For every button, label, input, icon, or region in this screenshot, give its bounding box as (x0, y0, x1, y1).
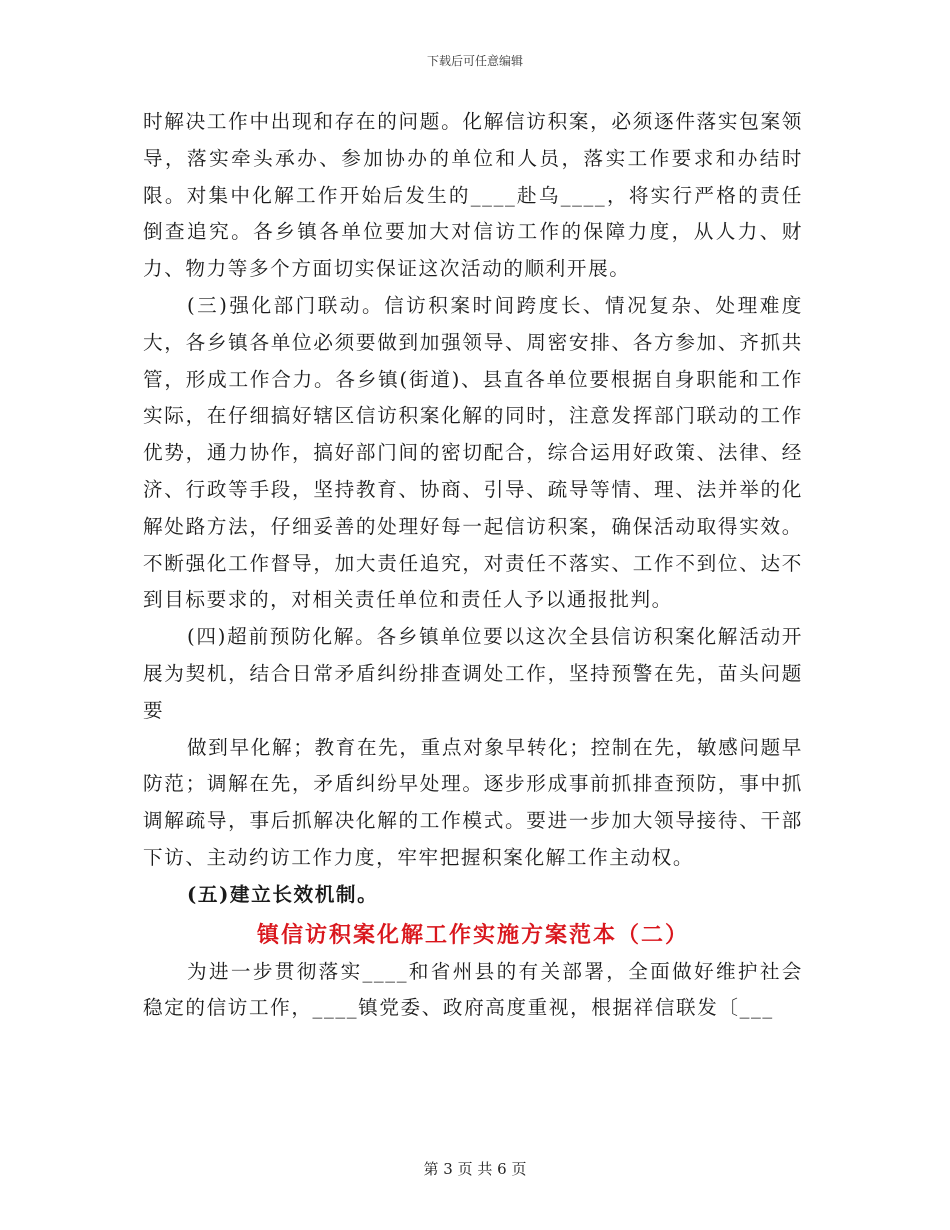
paragraph-3: (四)超前预防化解。各乡镇单位要以这次全县信访积案化解活动开展为契机，结合日常矛盾纠纷排查调处工作，坚持预警在先，苗头问题要 (143, 625, 803, 722)
section-title: 镇信访积案化解工作实施方案范本（二） (256, 921, 689, 948)
heading-5: (五)建立长效机制。 (187, 882, 379, 906)
document-body (143, 104, 803, 1027)
paragraph-2: (三)强化部门联动。信访积案时间跨度长、情况复杂、处理难度大，各乡镇各单位必须要做到加强领导、周密安排、各方参加、齐抓共管，形成工作合力。各乡镇(街道)、县直各单位要根据自身职能和工作实际，在仔细搞好辖区信访积案化解的同时，注意发挥部门联动的工作优势，通力协作，搞好部门间的密切配合，综合运用好政策、法律、经济、行政等手段，坚持教育、协商、引导、疏导等情、理、法并举的化解处路方法，仔细妥善的处理好每一起信访积案，确保活动取得实效。不断强化工作督导，加大责任追究，对责任不落实、工作不到位、达不到目标要求的，对相关责任单位和责任人予以通报批判。 (143, 293, 803, 612)
paragraph-1: 时解决工作中出现和存在的问题。化解信访积案，必须逐件落实包案领导，落实牵头承办、参加协办的单位和人员，落实工作要求和办结时限。对集中化解工作开始后发生的____赴乌____，将实行严格的责任倒查追究。各乡镇各单位要加大对信访工作的保障力度，从人力、财力、物力等多个方面切实保证这次活动的顺利开展。 (143, 110, 803, 281)
paragraph-4: 做到早化解；教育在先，重点对象早转化；控制在先，敏感问题早防范；调解在先，矛盾纠纷早处理。逐步形成事前抓排查预防，事中抓调解疏导，事后抓解决化解的工作模式。要进一步加大领导接待、干部下访、主动约访工作力度，牢牢把握积案化解工作主动权。 (143, 735, 803, 869)
page-header-note: 下载后可任意编辑 (426, 54, 523, 68)
page-number: 第 3 页 共 6 页 (423, 1160, 527, 1178)
paragraph-6: 为进一步贯彻落实____和省州县的有关部署，全面做好维护社会稳定的信访工作，____镇党委、政府高度重视，根据祥信联发〔___ (143, 959, 803, 1020)
